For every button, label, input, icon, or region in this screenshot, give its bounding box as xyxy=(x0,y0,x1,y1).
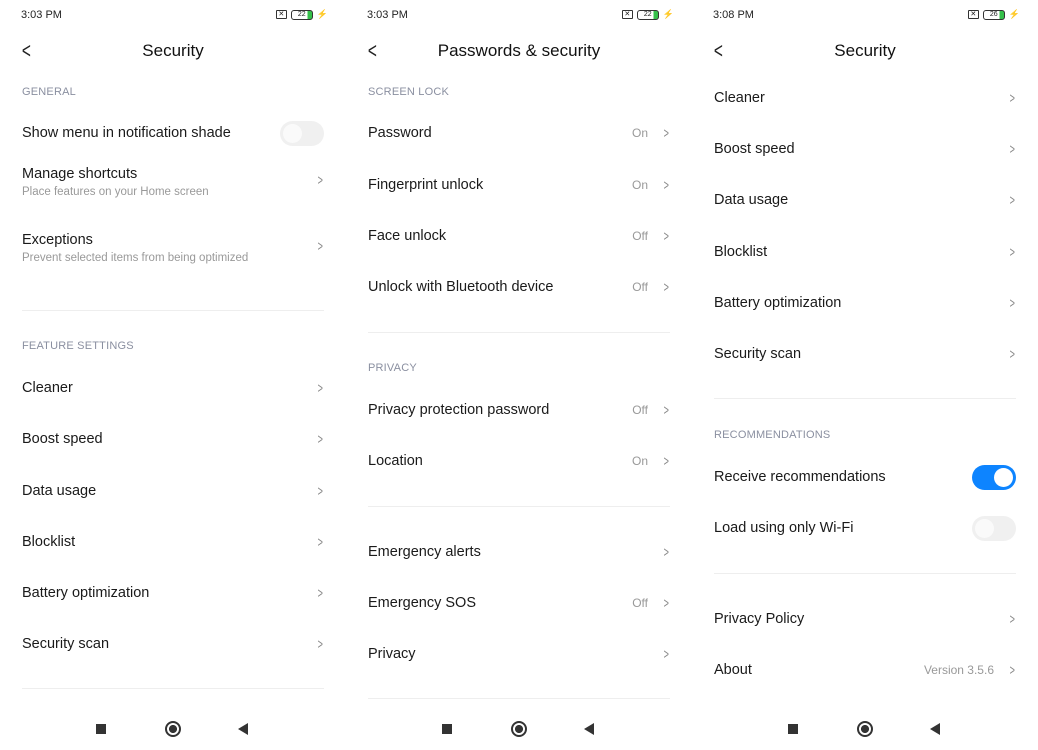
list-item-subtitle: Prevent selected items from being optimized xyxy=(22,252,249,264)
list-item-label: Password xyxy=(368,125,432,141)
chevron-right-icon: > xyxy=(663,543,669,561)
recents-button[interactable] xyxy=(788,724,798,734)
list-item-label: Privacy protection password xyxy=(368,402,550,418)
list-item-label: Security scan xyxy=(22,636,110,652)
list-item-boost-speed[interactable] xyxy=(714,139,1016,159)
list-item-emergency-sos[interactable] xyxy=(368,593,670,613)
list-item-value: On xyxy=(631,178,648,192)
list-item-label: Privacy Policy xyxy=(714,611,805,627)
chevron-right-icon: > xyxy=(317,584,323,602)
list-item-password[interactable] xyxy=(368,123,670,143)
list-item-label: Load using only Wi-Fi xyxy=(714,520,854,536)
home-button[interactable] xyxy=(857,721,873,737)
divider xyxy=(368,506,670,507)
navigation-bar xyxy=(346,722,692,736)
chevron-right-icon: > xyxy=(663,176,669,194)
list-item-label: Cleaner xyxy=(22,380,73,396)
list-item-value: Off xyxy=(632,280,648,294)
status-icons xyxy=(622,9,674,20)
chevron-right-icon: > xyxy=(317,430,323,448)
status-time: 3:03 PM xyxy=(21,9,62,21)
divider xyxy=(22,310,324,311)
back-nav-button[interactable] xyxy=(584,723,594,735)
divider xyxy=(368,332,670,333)
list-item-unlock-with-bluetooth-device[interactable] xyxy=(368,277,670,297)
chevron-right-icon: > xyxy=(317,379,323,397)
list-item-security-scan[interactable] xyxy=(714,344,1016,364)
list-item-blocklist[interactable] xyxy=(714,242,1016,262)
list-item-label: Manage shortcuts xyxy=(22,166,138,182)
list-item-value: Version 3.5.6 xyxy=(923,663,994,677)
no-sim-icon: ✕ xyxy=(968,10,979,19)
list-item-battery-optimization[interactable] xyxy=(714,293,1016,313)
list-item-label: Battery optimization xyxy=(22,585,150,601)
charging-icon: ⚡ xyxy=(1008,9,1020,19)
list-item-value: Off xyxy=(632,229,648,243)
list-item-label: Cleaner xyxy=(714,90,765,106)
toggle-switch[interactable] xyxy=(280,121,324,146)
list-item-privacy-policy[interactable] xyxy=(714,609,1016,629)
battery-icon: 22 xyxy=(291,10,313,20)
list-item-boost-speed[interactable] xyxy=(22,429,324,449)
chevron-right-icon: > xyxy=(663,401,669,419)
navigation-bar xyxy=(692,722,1038,736)
list-item-value: Off xyxy=(632,403,648,417)
list-item-label: Receive recommendations xyxy=(714,469,886,485)
list-item-fingerprint-unlock[interactable] xyxy=(368,175,670,195)
list-item-subtitle: Place features on your Home screen xyxy=(22,186,209,198)
list-item-data-usage[interactable] xyxy=(714,190,1016,210)
divider xyxy=(22,688,324,689)
list-item-label: Show menu in notification shade xyxy=(22,125,231,141)
screen-panel xyxy=(0,0,346,750)
list-item-cleaner[interactable] xyxy=(22,378,324,398)
list-item-exceptions[interactable] xyxy=(22,232,324,276)
list-item-label: Boost speed xyxy=(22,431,103,447)
recents-button[interactable] xyxy=(96,724,106,734)
status-icons xyxy=(968,9,1020,20)
charging-icon: ⚡ xyxy=(662,9,674,19)
chevron-right-icon: > xyxy=(317,172,323,189)
navigation-bar xyxy=(0,722,346,736)
list-item-label: Blocklist xyxy=(714,244,768,260)
toggle-switch[interactable] xyxy=(972,516,1016,541)
list-item-value: On xyxy=(631,126,648,140)
chevron-right-icon: > xyxy=(1009,191,1015,209)
list-item-cleaner[interactable] xyxy=(714,88,1016,108)
list-item-label: Boost speed xyxy=(714,141,795,157)
list-item-show-menu-in-notification-shade[interactable] xyxy=(22,123,324,143)
recents-button[interactable] xyxy=(442,724,452,734)
page-title: Security xyxy=(142,41,204,60)
list-item-face-unlock[interactable] xyxy=(368,226,670,246)
list-item-label: Location xyxy=(368,453,423,469)
screen-panel xyxy=(692,0,1038,750)
list-item-label: Emergency alerts xyxy=(368,544,481,560)
toggle-switch[interactable] xyxy=(972,465,1016,490)
list-item-receive-recommendations[interactable] xyxy=(714,467,1016,487)
list-item-label: Data usage xyxy=(714,192,789,208)
charging-icon: ⚡ xyxy=(316,9,328,19)
status-time: 3:03 PM xyxy=(367,9,408,21)
list-item-load-using-only-wi-fi[interactable] xyxy=(714,518,1016,538)
list-item-label: About xyxy=(714,662,752,678)
chevron-right-icon: > xyxy=(1009,89,1015,107)
screen-panel xyxy=(346,0,692,750)
chevron-right-icon: > xyxy=(317,238,323,255)
list-item-label: Exceptions xyxy=(22,232,93,248)
battery-icon: 26 xyxy=(983,10,1005,20)
chevron-right-icon: > xyxy=(1009,661,1015,679)
back-button[interactable]: < xyxy=(367,38,377,63)
list-item-privacy[interactable] xyxy=(368,644,670,664)
home-button[interactable] xyxy=(165,721,181,737)
page-title: Passwords & security xyxy=(437,41,601,60)
divider xyxy=(368,698,670,699)
section-header: GENERAL xyxy=(22,86,76,98)
home-button[interactable] xyxy=(511,721,527,737)
list-item-value: On xyxy=(631,454,648,468)
list-item-battery-optimization[interactable] xyxy=(22,583,324,603)
list-item-label: Privacy xyxy=(368,646,416,662)
chevron-right-icon: > xyxy=(1009,294,1015,312)
chevron-right-icon: > xyxy=(663,594,669,612)
back-nav-button[interactable] xyxy=(930,723,940,735)
chevron-right-icon: > xyxy=(1009,345,1015,363)
list-item-blocklist[interactable] xyxy=(22,532,324,552)
chevron-right-icon: > xyxy=(663,452,669,470)
status-icons xyxy=(276,9,328,20)
list-item-about[interactable] xyxy=(714,660,1016,680)
list-item-label: Unlock with Bluetooth device xyxy=(368,279,554,295)
section-header: RECOMMENDATIONS xyxy=(714,429,831,441)
list-item-label: Emergency SOS xyxy=(368,595,476,611)
list-item-label: Battery optimization xyxy=(714,295,842,311)
list-item-location[interactable] xyxy=(368,451,670,471)
status-time: 3:08 PM xyxy=(713,9,754,21)
chevron-right-icon: > xyxy=(663,278,669,296)
list-item-label: Fingerprint unlock xyxy=(368,177,484,193)
chevron-right-icon: > xyxy=(1009,243,1015,261)
section-header: FEATURE SETTINGS xyxy=(22,340,134,352)
list-item-value: Off xyxy=(632,596,648,610)
divider xyxy=(714,398,1016,399)
divider xyxy=(714,573,1016,574)
chevron-right-icon: > xyxy=(317,533,323,551)
section-header: SCREEN LOCK xyxy=(368,86,450,98)
chevron-right-icon: > xyxy=(663,124,669,142)
list-item-emergency-alerts[interactable] xyxy=(368,542,670,562)
chevron-right-icon: > xyxy=(317,635,323,653)
list-item-label: Security scan xyxy=(714,346,802,362)
list-item-label: Face unlock xyxy=(368,228,447,244)
list-item-manage-shortcuts[interactable] xyxy=(22,166,324,210)
page-title: Security xyxy=(834,41,896,60)
list-item-data-usage[interactable] xyxy=(22,481,324,501)
list-item-label: Blocklist xyxy=(22,534,76,550)
list-item-privacy-protection-password[interactable] xyxy=(368,400,670,420)
battery-icon: 22 xyxy=(637,10,659,20)
no-sim-icon: ✕ xyxy=(276,10,287,19)
chevron-right-icon: > xyxy=(317,482,323,500)
back-button[interactable]: < xyxy=(21,38,31,63)
no-sim-icon: ✕ xyxy=(622,10,633,19)
section-header: PRIVACY xyxy=(368,362,417,374)
chevron-right-icon: > xyxy=(1009,140,1015,158)
chevron-right-icon: > xyxy=(1009,610,1015,628)
list-item-security-scan[interactable] xyxy=(22,634,324,654)
back-button[interactable]: < xyxy=(713,38,723,63)
chevron-right-icon: > xyxy=(663,645,669,663)
list-item-label: Data usage xyxy=(22,483,97,499)
chevron-right-icon: > xyxy=(663,227,669,245)
back-nav-button[interactable] xyxy=(238,723,248,735)
